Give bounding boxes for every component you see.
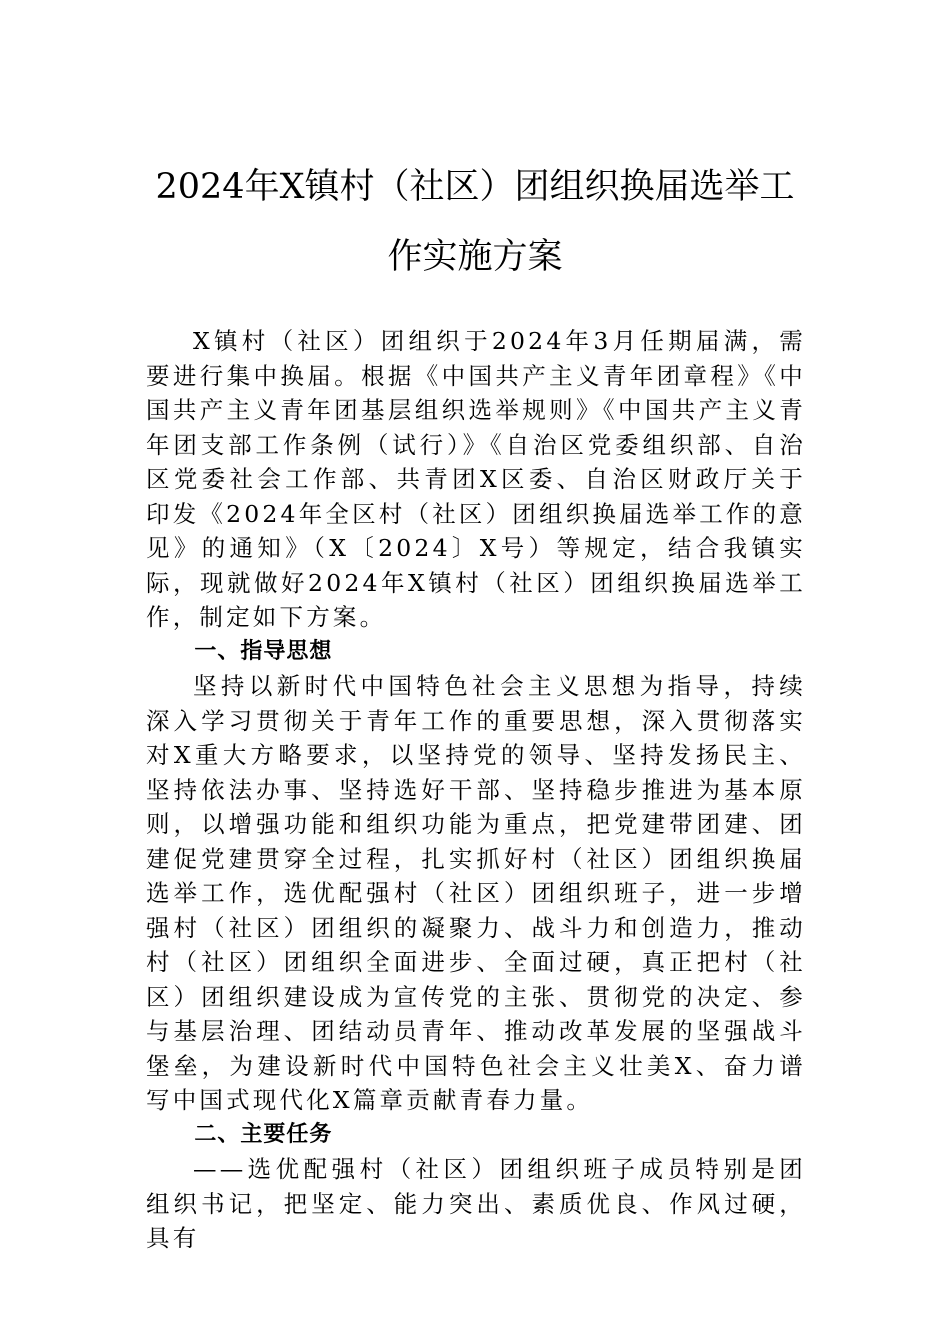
title-line-1: 2024年X镇村（社区）团组织换届选举工 bbox=[155, 167, 795, 207]
guiding-ideology-paragraph: 坚持以新时代中国特色社会主义思想为指导，持续深入学习贯彻关于青年工作的重要思想，深入贯彻落实对X重大方略要求，以坚持党的领导、坚持发扬民主、坚持依法办事、坚持选好干部、坚持稳步推进为基本原则，以增强功能和组织功能为重点，把党建带团建、团建促党建贯穿全过程，扎实抓好村（社区）团组织换届选举工作，选优配强村（社区）团组织班子，进一步增强村（社区）团组织的凝聚力、战斗力和创造力，推动村（社区）团组织全面进步、全面过硬，真正把村（社区）团组织建设成为宣传党的主张、贯彻党的决定、参与基层治理、团结动员青年、推动改革发展的坚强战斗堡垒，为建设新时代中国特色社会主义壮美X、奋力谱写中国式现代化X篇章贡献青春力量。 bbox=[146, 672, 806, 1114]
section-heading-main-tasks: 二、主要任务 bbox=[194, 1121, 333, 1147]
intro-paragraph: X镇村（社区）团组织于2024年3月任期届满，需要进行集中换届。根据《中国共产主义青年团章程》《中国共产主义青年团基层组织选举规则》《中国共产主义青年团支部工作条例（试行）》《自治区党委组织部、自治区党委社会工作部、共青团X区委、自治区财政厅关于印发《2024年全区村（社区）团组织换届选举工作的意见》的通知》（X〔2024〕X号）等规定，结合我镇实际，现就做好2024年X镇村（社区）团组织换届选举工作，制定如下方案。 bbox=[146, 327, 807, 631]
section-heading-guiding-ideology: 一、指导思想 bbox=[194, 638, 333, 664]
document-title bbox=[120, 152, 830, 292]
document-body bbox=[146, 324, 806, 1256]
main-tasks-paragraph: ——选优配强村（社区）团组织班子成员特别是团组织书记，把坚定、能力突出、素质优良、作风过硬，具有 bbox=[146, 1155, 806, 1252]
title-line-2: 作实施方案 bbox=[387, 237, 563, 277]
